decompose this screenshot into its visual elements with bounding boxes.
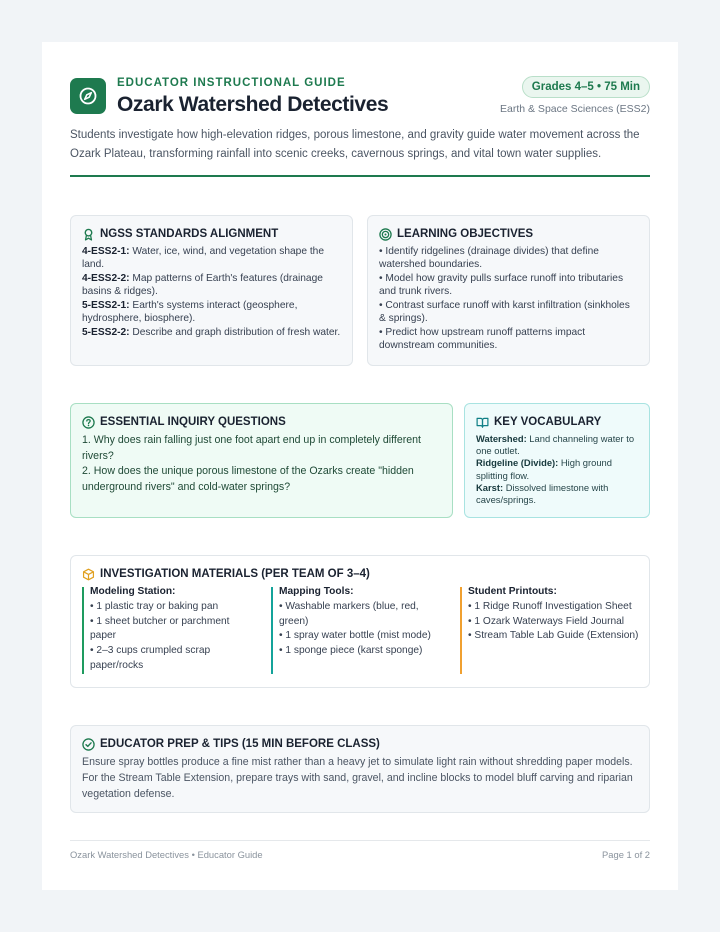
materials-item: • 1 spray water bottle (mist mode) (279, 630, 431, 642)
vocab-item: Ridgeline (Divide): High ground splitting flow. (476, 457, 612, 481)
compass-icon (78, 86, 98, 106)
page-number: Page 1 of 2 (602, 849, 650, 860)
inquiry-question: 2. How does the unique porous limestone of the Ozarks create "hidden underground rivers" and cold-water springs? (82, 465, 414, 493)
check-circle-icon (82, 738, 95, 751)
standard-item: 4-ESS2-1: Water, ice, wind, and vegetation shape the land. (82, 246, 324, 270)
objective-item: • Identify ridgelines (drainage divides) that define watershed boundaries. (379, 246, 599, 270)
objective-item: • Model how gravity pulls surface runoff into tributaries and trunk rivers. (379, 272, 624, 297)
standards-list (82, 246, 344, 341)
column-title: Mapping Tools: (279, 586, 354, 597)
prep-heading: EDUCATOR PREP & TIPS (15 MIN BEFORE CLASS) (100, 738, 380, 750)
materials-column-printouts (460, 585, 640, 644)
vocabulary-heading: KEY VOCABULARY (494, 416, 602, 428)
objective-item: • Predict how upstream runoff patterns impact downstream communities. (379, 326, 586, 351)
grade-badge: Grades 4–5 • 75 Min (522, 76, 650, 98)
objectives-list (379, 246, 639, 354)
materials-item: • 1 sponge piece (karst sponge) (279, 645, 423, 657)
materials-item: • 1 Ozark Waterways Field Journal (468, 615, 625, 627)
objectives-heading: LEARNING OBJECTIVES (397, 228, 534, 240)
inquiry-list (82, 433, 427, 495)
award-ribbon-icon (82, 228, 95, 241)
open-book-icon (476, 416, 489, 429)
column-title: Modeling Station: (90, 586, 176, 597)
target-icon (379, 228, 392, 241)
vocabulary-list (476, 433, 640, 506)
objectives-card (367, 215, 650, 366)
standard-item: 4-ESS2-2: Map patterns of Earth's features (drainage basins & ridges). (82, 272, 323, 297)
column-accent-bar (271, 587, 273, 674)
prep-card (70, 725, 650, 813)
page-title: Ozark Watershed Detectives (117, 93, 389, 116)
materials-item: • 1 Ridge Runoff Investigation Sheet (468, 600, 632, 612)
standard-item: 5-ESS2-2: Describe and graph distribution of fresh water. (82, 326, 341, 338)
column-accent-bar (82, 587, 84, 674)
logo-badge (70, 78, 106, 114)
vocab-item: Watershed: Land channeling water to one outlet. (476, 433, 635, 457)
box-icon (82, 568, 95, 581)
footer-divider (70, 840, 650, 841)
materials-heading: INVESTIGATION MATERIALS (PER TEAM OF 3–4) (100, 568, 370, 580)
header (70, 76, 650, 126)
materials-item: • 2–3 cups crumpled scrap paper/rocks (90, 645, 211, 671)
question-circle-icon (82, 416, 95, 429)
header-divider (70, 175, 650, 177)
eyebrow: EDUCATOR INSTRUCTIONAL GUIDE (117, 77, 346, 89)
materials-item: • Washable markers (blue, red, green) (279, 600, 419, 627)
materials-item: • Stream Table Lab Guide (Extension) (468, 630, 639, 642)
prep-text: Ensure spray bottles produce a fine mist rather than a heavy jet to simulate light rain without shredding paper models. For the Stream Table Extension, prepare trays with sand, gravel, and incline blocks to model bluff carving and riparian vegetation defense. (82, 756, 633, 800)
materials-column-mapping (271, 585, 446, 659)
objective-item: • Contrast surface runoff with karst infiltration (sinkholes & springs). (379, 299, 630, 324)
intro-text: Students investigate how high-elevation ridges, porous limestone, and gravity guide water movement across the Ozark Plateau, transforming rainfall into scenic creeks, cavernous springs, and vital town water supplies. (70, 129, 640, 160)
materials-item: • 1 plastic tray or baking pan (90, 600, 219, 612)
vocab-item: Karst: Dissolved limestone with caves/springs. (476, 481, 609, 506)
standards-card (70, 215, 353, 366)
materials-column-modeling (82, 585, 258, 674)
subject-label: Earth & Space Sciences (ESS2) (500, 103, 650, 115)
vocabulary-card (464, 403, 650, 518)
guide-page (42, 42, 678, 890)
standard-item: 5-ESS2-1: Earth's systems interact (geosphere, hydrosphere, biosphere). (82, 299, 298, 324)
footer-title: Ozark Watershed Detectives • Educator Guide (70, 849, 263, 860)
inquiry-heading: ESSENTIAL INQUIRY QUESTIONS (100, 416, 286, 428)
standards-heading: NGSS STANDARDS ALIGNMENT (100, 228, 279, 240)
column-accent-bar (460, 587, 462, 674)
materials-card (70, 555, 650, 688)
column-title: Student Printouts: (468, 586, 557, 597)
inquiry-card (70, 403, 453, 518)
materials-item: • 1 sheet butcher or parchment paper (90, 615, 230, 642)
inquiry-question: 1. Why does rain falling just one foot apart end up in completely different rivers? (82, 434, 422, 462)
